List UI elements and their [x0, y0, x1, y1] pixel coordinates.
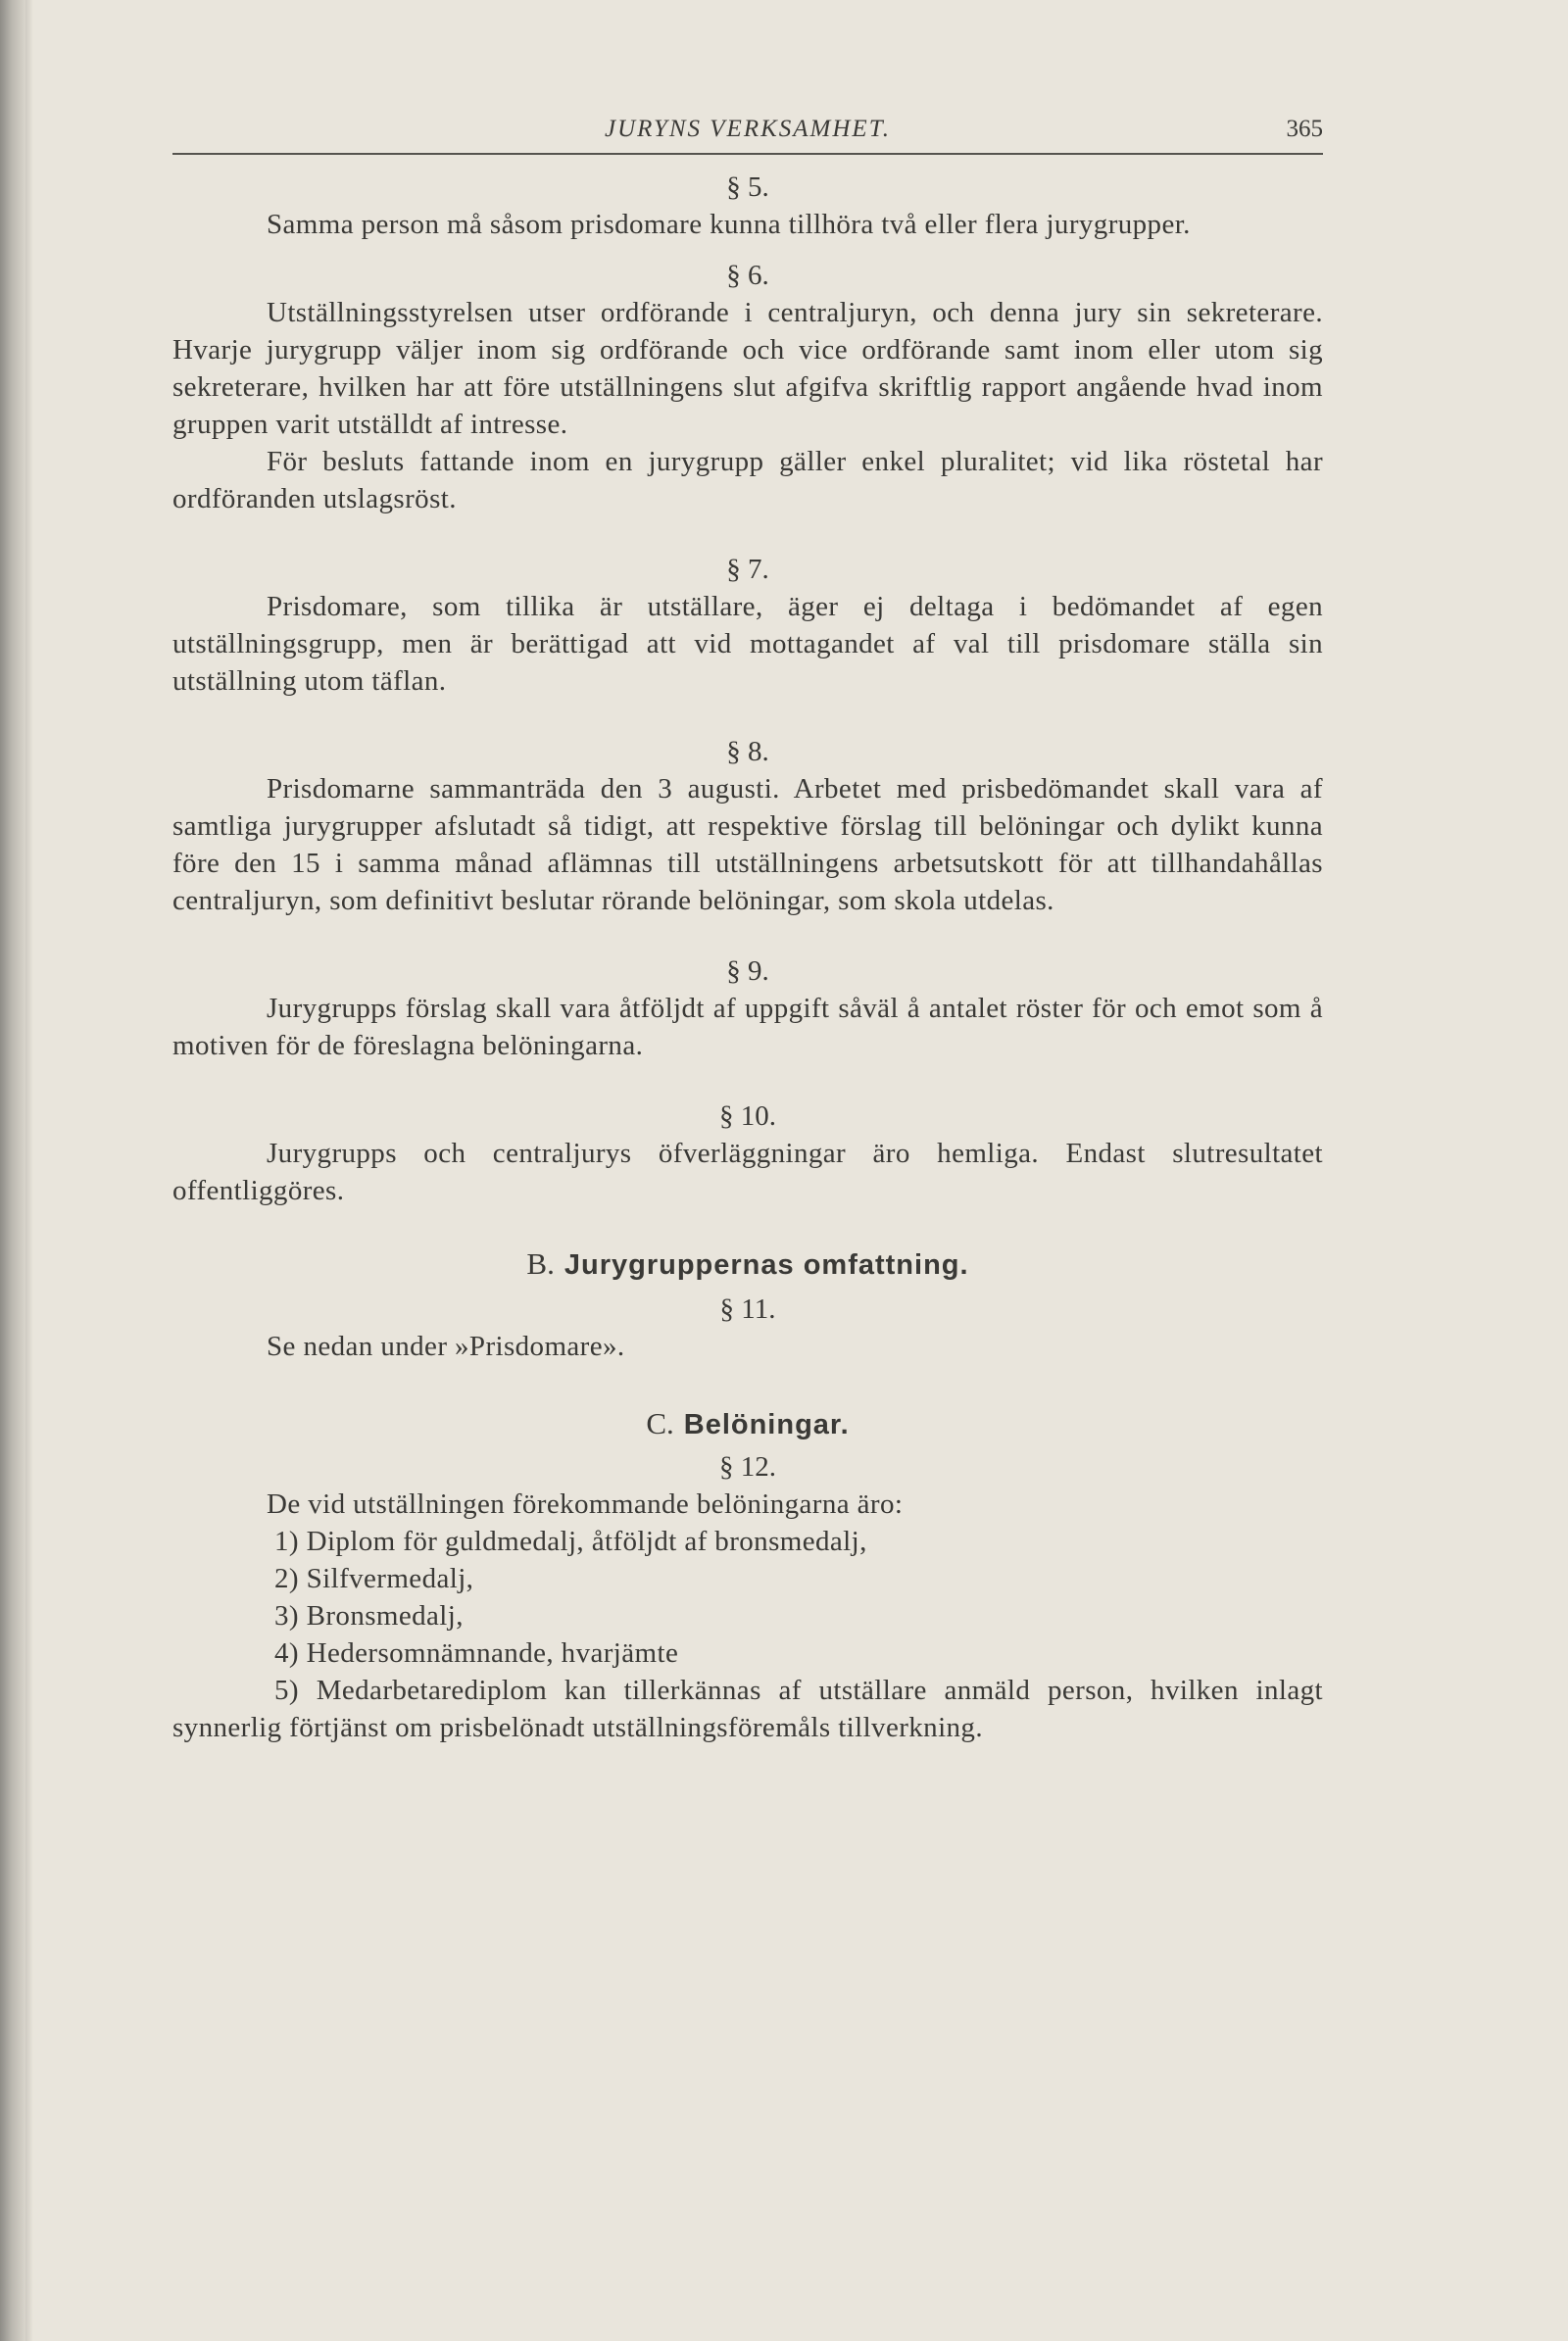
list-item: [172, 1597, 1323, 1634]
heading-b: [172, 1244, 1323, 1285]
list-item-number: 1): [274, 1526, 299, 1557]
section-10-paragraph: Jurygrupps och centraljurys öfverläggningar äro hemliga. Endast slutresultatet offentliggöres.: [172, 1138, 1323, 1206]
list-item-text: Medarbetarediplom kan tillerkännas af utställare anmäld person, hvilken inlagt synnerlig förtjänst om prisbelönadt utställningsföremåls tillverkning.: [172, 1675, 1323, 1743]
page-number: 365: [1286, 116, 1323, 142]
list-item-text: Hedersomnämnande, hvarjämte: [306, 1637, 679, 1669]
list-item: [172, 1560, 1323, 1597]
section-5-number: § 5.: [726, 171, 769, 203]
list-item-number: 3): [274, 1600, 299, 1632]
section-12-intro: De vid utställningen förekommande belöningarna äro:: [267, 1488, 904, 1520]
section-12-number: § 12.: [719, 1451, 776, 1483]
section-10-number: § 10.: [719, 1100, 776, 1132]
gutter-shadow: [25, 0, 33, 2341]
section-11-number: § 11.: [719, 1293, 776, 1325]
section-6-paragraph-2: För besluts fattande inom en jurygrupp gäller enkel pluralitet; vid lika röstetal har ordföranden utslagsröst.: [172, 446, 1323, 514]
heading-c: [172, 1404, 1323, 1444]
list-item-number: 4): [274, 1637, 299, 1669]
heading-c-title: Belöningar.: [683, 1409, 850, 1440]
list-item-text: Diplom för guldmedalj, åtföljdt af bronsmedalj,: [306, 1526, 867, 1557]
section-8-number: § 8.: [726, 736, 769, 767]
list-item: [172, 1523, 1323, 1560]
page-header: [172, 108, 1323, 155]
list-item-text: Bronsmedalj,: [306, 1600, 464, 1632]
section-8-paragraph: Prisdomarne sammanträda den 3 augusti. Arbetet med prisbedömandet skall vara af samtliga jurygrupper afslutadt så tidigt, att respektive förslag till belöningar och dylikt kunna före den 15 i samma månad aflämnas till utställningens arbetsutskott för att tillhandahållas centraljuryn, som definitivt beslutar rörande belöningar, som skola utdelas.: [172, 773, 1323, 916]
section-6-paragraph-1: Utställningsstyrelsen utser ordförande i centraljuryn, och denna jury sin sekreterare. Hvarje jurygrupp väljer inom sig ordförande och vice ordförande samt inom eller utom sig sekreterare, hvilken har att före utställningens slut afgifva skriftlig rapport angående hvad inom gruppen varit utställdt af intresse.: [172, 297, 1323, 440]
section-9-paragraph: Jurygrupps förslag skall vara åtföljdt af uppgift såväl å antalet röster för och emot som å motiven för de föreslagna belöningarna.: [172, 993, 1323, 1061]
list-item-text: Silfvermedalj,: [306, 1563, 474, 1594]
list-item: [172, 1634, 1323, 1672]
list-item-number: 5): [274, 1675, 299, 1706]
heading-b-title: Jurygruppernas omfattning.: [564, 1249, 969, 1281]
list-item-number: 2): [274, 1563, 299, 1594]
section-11-paragraph: Se nedan under »Prisdomare».: [267, 1331, 625, 1362]
book-page: [172, 108, 1323, 1746]
book-spine-shadow: [0, 0, 25, 2341]
section-9-number: § 9.: [726, 955, 769, 987]
list-item: [172, 1672, 1323, 1746]
section-7-paragraph: Prisdomare, som tillika är utställare, äger ej deltaga i bedömandet af egen utställningsgrupp, men är berättigad att vid mottagandet af val till prisdomare ställa sin utställning utom täflan.: [172, 591, 1323, 697]
heading-b-letter: B.: [526, 1246, 555, 1281]
running-title: JURYNS VERKSAMHET.: [604, 116, 891, 142]
section-7-number: § 7.: [726, 554, 769, 585]
section-6-number: § 6.: [726, 260, 769, 291]
section-5-paragraph: Samma person må såsom prisdomare kunna tillhöra två eller flera jurygrupper.: [267, 209, 1191, 240]
heading-c-letter: C.: [646, 1406, 674, 1440]
